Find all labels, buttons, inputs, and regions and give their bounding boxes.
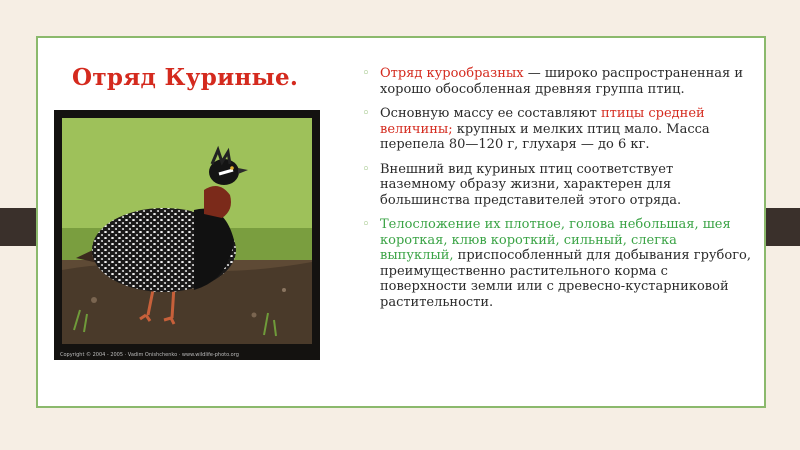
photo-copyright: Copyright © 2004 - 2005 · Vadim Onishchenko · www.wildlife-photo.org xyxy=(60,352,239,358)
paragraph-3 xyxy=(362,162,752,209)
paragraph-1-rest: — широко распространенная и хорошо обособленная древняя группа птиц. xyxy=(380,66,743,97)
slide-title: Отряд Куриные. xyxy=(72,64,299,91)
paragraph-4-rest: приспособленный для добывания грубого, преимущественно растительного корма с поверхности земли или с древесно-кустарниковой растительности. xyxy=(380,248,751,310)
paragraph-2 xyxy=(362,106,752,153)
paragraph-4-accent: Телосложение их плотное, голова небольшая, шея короткая, клюв короткий, сильный, слегка выпуклый, xyxy=(380,217,731,263)
paragraph-2-accent: птицы средней величины; xyxy=(380,106,705,137)
paragraph-2-lead: Основную массу ее составляют xyxy=(380,106,601,121)
partridge-illustration xyxy=(54,110,320,360)
bullet-icon: ◦ xyxy=(362,217,370,232)
bullet-icon: ◦ xyxy=(362,161,370,177)
paragraph-1 xyxy=(362,66,752,97)
paragraph-2-rest: крупных и мелких птиц мало. Масса перепела 80—120 г, глухаря — до 6 кг. xyxy=(380,121,710,152)
paragraph-3-text: Внешний вид куриных птиц соответствует наземному образу жизни, характерен для большинства представителей этого отряда. xyxy=(380,161,682,208)
text-column xyxy=(362,66,752,319)
paragraph-4 xyxy=(362,217,752,310)
bullet-icon: ◦ xyxy=(362,106,370,121)
bullet-icon: ◦ xyxy=(362,66,370,81)
paragraph-1-accent: Отряд курообразных xyxy=(380,66,524,81)
slide-frame xyxy=(36,36,766,408)
partridge-photo xyxy=(54,110,320,360)
